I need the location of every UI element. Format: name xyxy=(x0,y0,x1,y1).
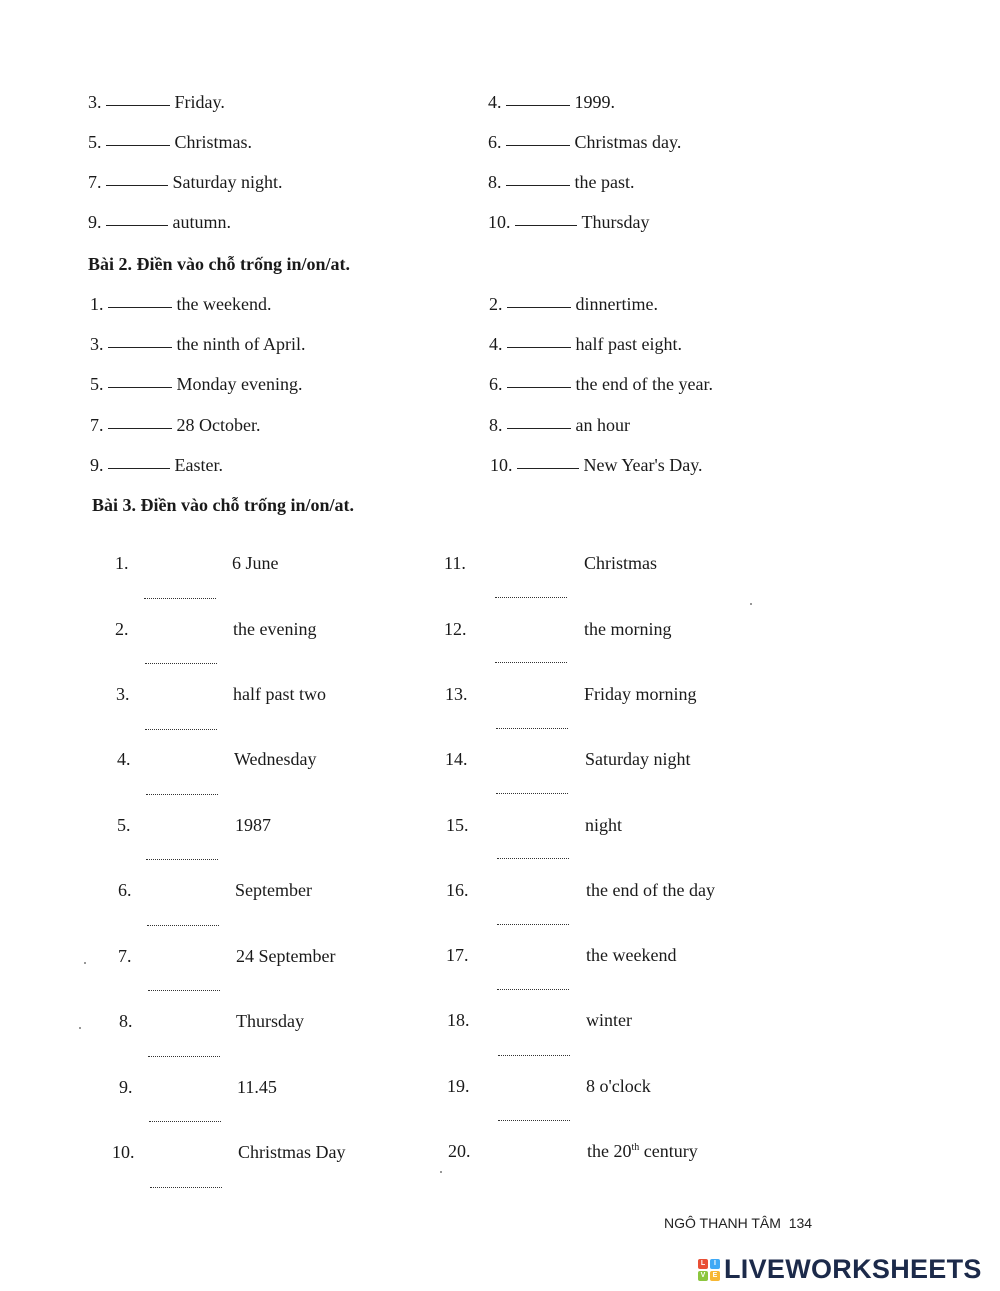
item-text: Christmas Day xyxy=(238,1142,346,1162)
liveworksheets-logo-text: LIVEWORKSHEETS xyxy=(724,1254,982,1284)
answer-blank[interactable] xyxy=(497,989,569,990)
answer-blank[interactable] xyxy=(106,104,170,106)
answer-blank[interactable] xyxy=(106,224,168,226)
answer-blank[interactable] xyxy=(147,925,219,926)
list-item: 10. New Year's Day. xyxy=(490,455,703,475)
item-text: winter xyxy=(586,1010,632,1030)
item-text: the 20th century xyxy=(587,1141,698,1161)
item-number: 6. xyxy=(118,880,132,900)
scan-speck xyxy=(84,962,86,964)
item-number: 3. xyxy=(116,684,130,704)
answer-blank[interactable] xyxy=(506,144,570,146)
answer-blank[interactable] xyxy=(149,1121,221,1122)
answer-blank[interactable] xyxy=(506,184,570,186)
answer-blank[interactable] xyxy=(108,346,172,348)
answer-blank[interactable] xyxy=(495,662,567,663)
answer-blank[interactable] xyxy=(146,794,218,795)
answer-blank[interactable] xyxy=(506,104,570,106)
liveworksheets-logo xyxy=(698,1254,982,1285)
item-text: Christmas xyxy=(584,553,658,573)
answer-blank[interactable] xyxy=(108,386,172,388)
item-text: the weekend xyxy=(586,945,677,965)
list-item: 8. an hour xyxy=(489,415,630,435)
item-number: 17. xyxy=(446,945,469,965)
item-number: 11. xyxy=(444,553,466,573)
scan-speck xyxy=(440,1171,442,1173)
page-footer: NGÔ THANH TÂM 134 xyxy=(664,1215,813,1231)
answer-blank[interactable] xyxy=(148,990,220,991)
item-text: the evening xyxy=(233,619,317,639)
answer-blank[interactable] xyxy=(497,924,569,925)
scan-speck xyxy=(79,1027,81,1029)
item-number: 18. xyxy=(447,1010,470,1030)
item-text: Friday morning xyxy=(584,684,697,704)
answer-blank[interactable] xyxy=(507,427,571,429)
answer-blank[interactable] xyxy=(145,663,217,664)
item-text: the end of the day xyxy=(586,880,715,900)
list-item: 9. autumn. xyxy=(88,212,231,232)
item-number: 14. xyxy=(445,749,468,769)
list-item: 9. Easter. xyxy=(90,455,223,475)
list-item: 7. 28 October. xyxy=(90,415,261,435)
answer-blank[interactable] xyxy=(497,858,569,859)
item-text: night xyxy=(585,815,623,835)
list-item: 6. the end of the year. xyxy=(489,374,713,394)
item-number: 13. xyxy=(445,684,468,704)
item-text: Saturday night xyxy=(585,749,691,769)
item-text: 6 June xyxy=(232,553,279,573)
section-heading-bai3: Bài 3. Điền vào chỗ trống in/on/at. xyxy=(92,495,355,515)
item-text: September xyxy=(235,880,312,900)
answer-blank[interactable] xyxy=(108,306,172,308)
answer-blank[interactable] xyxy=(496,793,568,794)
answer-blank[interactable] xyxy=(144,598,216,599)
list-item: 6. Christmas day. xyxy=(488,132,682,152)
item-number: 10. xyxy=(112,1142,135,1162)
item-number: 1. xyxy=(115,553,129,573)
item-text: Thursday xyxy=(236,1011,304,1031)
item-text: 11.45 xyxy=(237,1077,277,1097)
answer-blank[interactable] xyxy=(495,597,567,598)
item-number: 8. xyxy=(119,1011,133,1031)
answer-blank[interactable] xyxy=(496,728,568,729)
item-text: 1987 xyxy=(235,815,271,835)
item-text: 24 September xyxy=(236,946,336,966)
answer-blank[interactable] xyxy=(515,224,577,226)
list-item: 4. half past eight. xyxy=(489,334,682,354)
answer-blank[interactable] xyxy=(106,144,170,146)
list-item: 1. the weekend. xyxy=(90,294,272,314)
list-item: 2. dinnertime. xyxy=(489,294,658,314)
list-item: 4. 1999. xyxy=(488,92,615,112)
answer-blank[interactable] xyxy=(108,467,170,469)
item-text: the morning xyxy=(584,619,672,639)
answer-blank[interactable] xyxy=(498,1055,570,1056)
item-text: Wednesday xyxy=(234,749,317,769)
answer-blank[interactable] xyxy=(507,306,571,308)
answer-blank[interactable] xyxy=(106,184,168,186)
item-number: 9. xyxy=(119,1077,133,1097)
item-number: 19. xyxy=(447,1076,470,1096)
answer-blank[interactable] xyxy=(507,386,571,388)
item-number: 12. xyxy=(444,619,467,639)
answer-blank[interactable] xyxy=(507,346,571,348)
item-text: half past two xyxy=(233,684,326,704)
answer-blank[interactable] xyxy=(146,859,218,860)
answer-blank[interactable] xyxy=(498,1120,570,1121)
list-item: 3. the ninth of April. xyxy=(90,334,306,354)
liveworksheets-logo-icon: L I V E xyxy=(698,1259,720,1281)
item-number: 16. xyxy=(446,880,469,900)
answer-blank[interactable] xyxy=(108,427,172,429)
answer-blank[interactable] xyxy=(145,729,217,730)
answer-blank[interactable] xyxy=(150,1187,222,1188)
answer-blank[interactable] xyxy=(148,1056,220,1057)
scan-speck xyxy=(750,603,752,605)
list-item: 5. Monday evening. xyxy=(90,374,303,394)
list-item: 5. Christmas. xyxy=(88,132,253,152)
item-number: 5. xyxy=(117,815,131,835)
item-number: 7. xyxy=(118,946,132,966)
item-text: 8 o'clock xyxy=(586,1076,651,1096)
item-number: 2. xyxy=(115,619,129,639)
list-item: 7. Saturday night. xyxy=(88,172,283,192)
answer-blank[interactable] xyxy=(517,467,579,469)
list-item: 3. Friday. xyxy=(88,92,225,112)
item-number: 20. xyxy=(448,1141,471,1161)
item-number: 15. xyxy=(446,815,469,835)
section-heading-bai2: Bài 2. Điền vào chỗ trống in/on/at. xyxy=(88,254,351,274)
item-number: 4. xyxy=(117,749,131,769)
list-item: 8. the past. xyxy=(488,172,635,192)
list-item: 10. Thursday xyxy=(488,212,650,232)
